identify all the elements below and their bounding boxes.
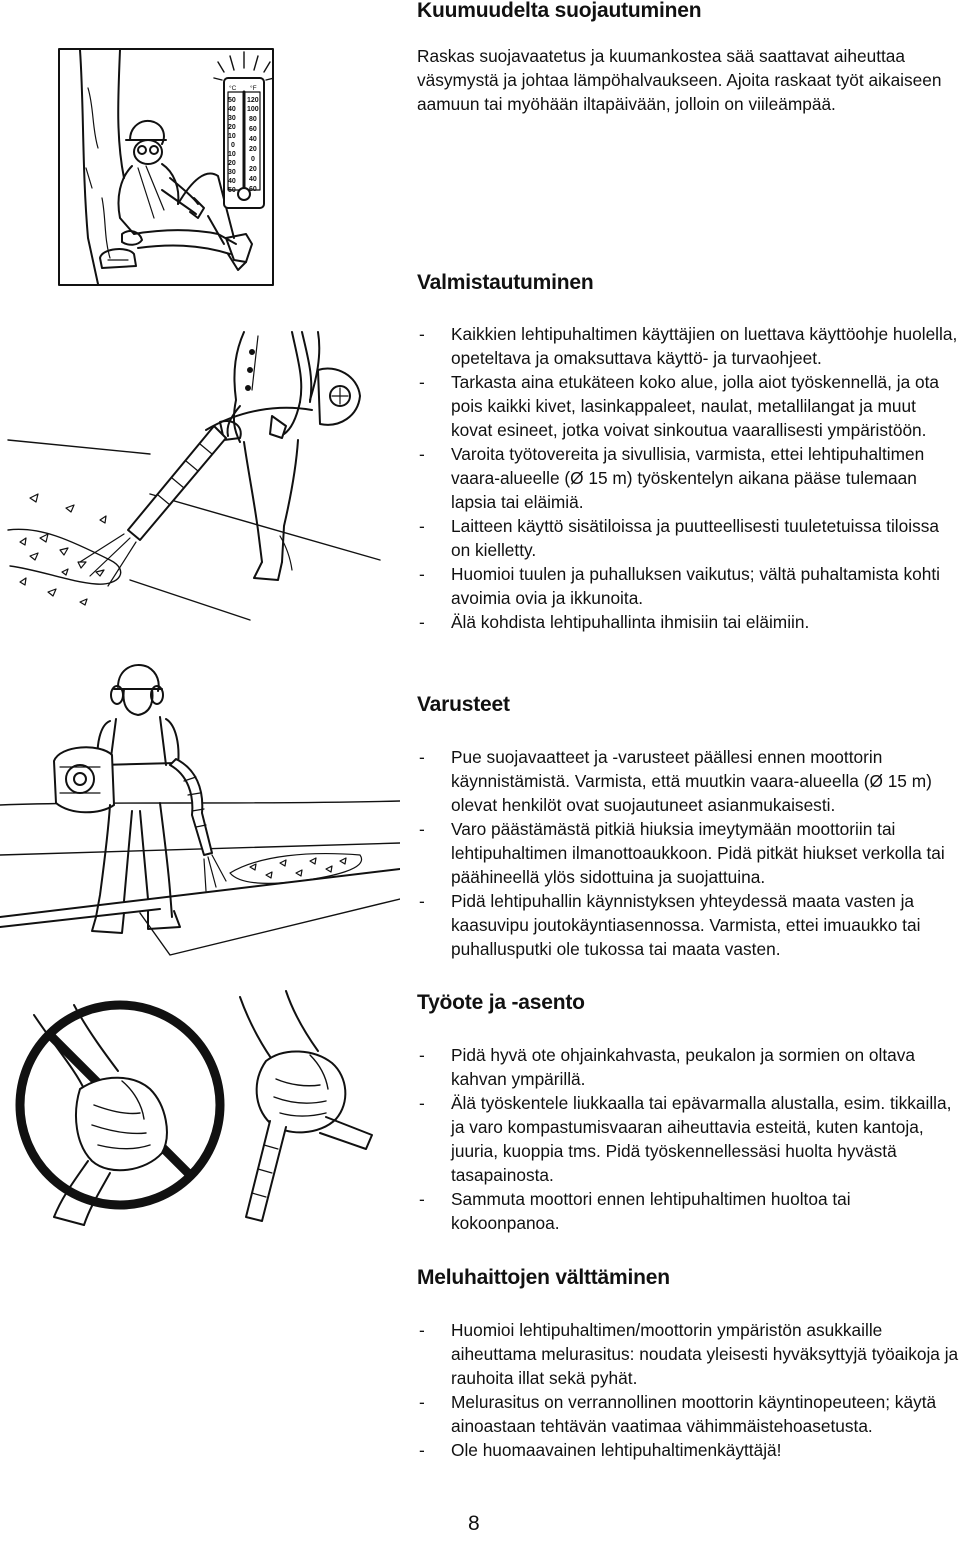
fahrenheit-tick: 60 — [249, 126, 257, 133]
celsius-tick: 40 — [228, 178, 236, 185]
equipment-list — [417, 745, 960, 961]
list-item: - Laitteen käyttö sisätiloissa ja puutteellisesti tuuletetuissa tiloissa on kielletty. — [417, 514, 960, 562]
list-item: - Tarkasta aina etukäteen koko alue, jolla aiot työskennellä, ja ota pois kaikki kivet, lasinkappaleet, naulat, metallilangat ja muut kovat esineet, jotka voivat sinkoutua vaarallisesti ympäristöön. — [417, 370, 960, 442]
celsius-tick: 40 — [228, 106, 236, 113]
list-item: - Ole huomaavainen lehtipuhaltimenkäyttäjä! — [417, 1438, 960, 1462]
fahrenheit-tick: 100 — [247, 106, 259, 113]
grip-title: Työote ja -asento — [417, 991, 585, 1014]
fahrenheit-tick: 120 — [247, 97, 259, 104]
fahrenheit-tick: 60 — [249, 186, 257, 193]
heat-rest-illustration — [58, 48, 274, 286]
celsius-tick: 50 — [228, 187, 236, 194]
grip-list — [417, 1043, 960, 1235]
list-item: - Huomioi lehtipuhaltimen/moottorin ympäristön asukkaille aiheuttama melurasitus: noudata yleisesti hyväksyttyjä työaikoja ja rauhoita illat sekä pyhät. — [417, 1318, 960, 1390]
celsius-tick: 50 — [228, 97, 236, 104]
fahrenheit-tick: 80 — [249, 116, 257, 123]
list-item: - Pidä lehtipuhallin käynnistyksen yhteydessä maata vasten ja kaasuvipu joutokäyntiasennossa. Varmista, ettei imuaukko tai puhallusputki ole tukossa tai maata vasten. — [417, 889, 960, 961]
equipment-title: Varusteet — [417, 693, 510, 716]
fahrenheit-tick: 40 — [249, 136, 257, 143]
celsius-tick: 10 — [228, 133, 236, 140]
list-item: - Varo päästämästä pitkiä hiuksia imeytymään moottoriin tai lehtipuhaltimen ilmanottoaukkoon. Pidä pitkät hiukset verkolla tai päähineellä ylös sidottuina ja suojattuina. — [417, 817, 960, 889]
preparation-list — [417, 322, 960, 634]
noise-title: Meluhaittojen välttäminen — [417, 1266, 670, 1289]
grip-illustration — [14, 985, 390, 1235]
fahrenheit-tick: 40 — [249, 176, 257, 183]
list-item: - Varoita työtovereita ja sivullisia, varmista, ettei lehtipuhaltimen vaara-alueelle (Ø 15 m) työskentelyn aikana pääse tulemaan lapsia tai eläimiä. — [417, 442, 960, 514]
fahrenheit-tick: 20 — [249, 166, 257, 173]
celsius-tick: 30 — [228, 115, 236, 122]
fahrenheit-tick: 0 — [251, 156, 255, 163]
fahrenheit-tick: 20 — [249, 146, 257, 153]
leaf-blower-rear-illustration — [0, 655, 400, 965]
list-item: - Pue suojavaatteet ja -varusteet päällesi ennen moottorin käynnistämistä. Varmista, että muutkin vaara-alueella (Ø 15 m) olevat henkilöt ovat suojautuneet asianmukaisesti. — [417, 745, 960, 817]
list-item: - Älä työskentele liukkaalla tai epävarmalla alustalla, esim. tikkailla, ja varo kompastumisvaaran aiheuttavia esteitä, kuten kantoja, juuria, kuoppia tms. Pidä työskennellessäsi huolta hyvästä tasapainosta. — [417, 1091, 960, 1187]
thermometer-icon — [214, 52, 274, 208]
list-item: - Sammuta moottori ennen lehtipuhaltimen huoltoa tai kokoonpanoa. — [417, 1187, 960, 1235]
fahrenheit-unit-label: °F — [250, 85, 257, 92]
leaf-blower-side-illustration — [0, 330, 400, 630]
celsius-tick: 30 — [228, 169, 236, 176]
list-item: - Pidä hyvä ote ohjainkahvasta, peukalon ja sormien on oltava kahvan ympärillä. — [417, 1043, 960, 1091]
heat-paragraph: Raskas suojavaatetus ja kuumankostea sää saattavat aiheuttaa väsymystä ja johtaa lämpöhalvaukseen. Ajoita raskaat työt aikaiseen aamuun tai myöhään iltapäivään, jolloin on viileämpää. — [417, 46, 942, 114]
preparation-title: Valmistautuminen — [417, 271, 594, 294]
list-item: - Huomioi tuulen ja puhalluksen vaikutus; vältä puhaltamista kohti avoimia ovia ja ikkunoita. — [417, 562, 960, 610]
list-item: - Kaikkien lehtipuhaltimen käyttäjien on luettava käyttöohje huolella, opeteltava ja omaksuttava käyttö- ja turvaohjeet. — [417, 322, 960, 370]
celsius-tick: 20 — [228, 124, 236, 131]
list-item: - Melurasitus on verrannollinen moottorin käyntinopeuteen; käytä ainoastaan tehtävän vaatimaa vähimmäistehoasetusta. — [417, 1390, 960, 1438]
noise-list — [417, 1318, 960, 1462]
list-item: - Älä kohdista lehtipuhallinta ihmisiin tai eläimiin. — [417, 610, 960, 634]
celsius-tick: 0 — [231, 142, 235, 149]
heat-title: Kuumuudelta suojautuminen — [417, 0, 702, 22]
celsius-unit-label: °C — [229, 85, 237, 92]
celsius-tick: 20 — [228, 160, 236, 167]
page-number: 8 — [468, 1512, 480, 1535]
celsius-tick: 10 — [228, 151, 236, 158]
